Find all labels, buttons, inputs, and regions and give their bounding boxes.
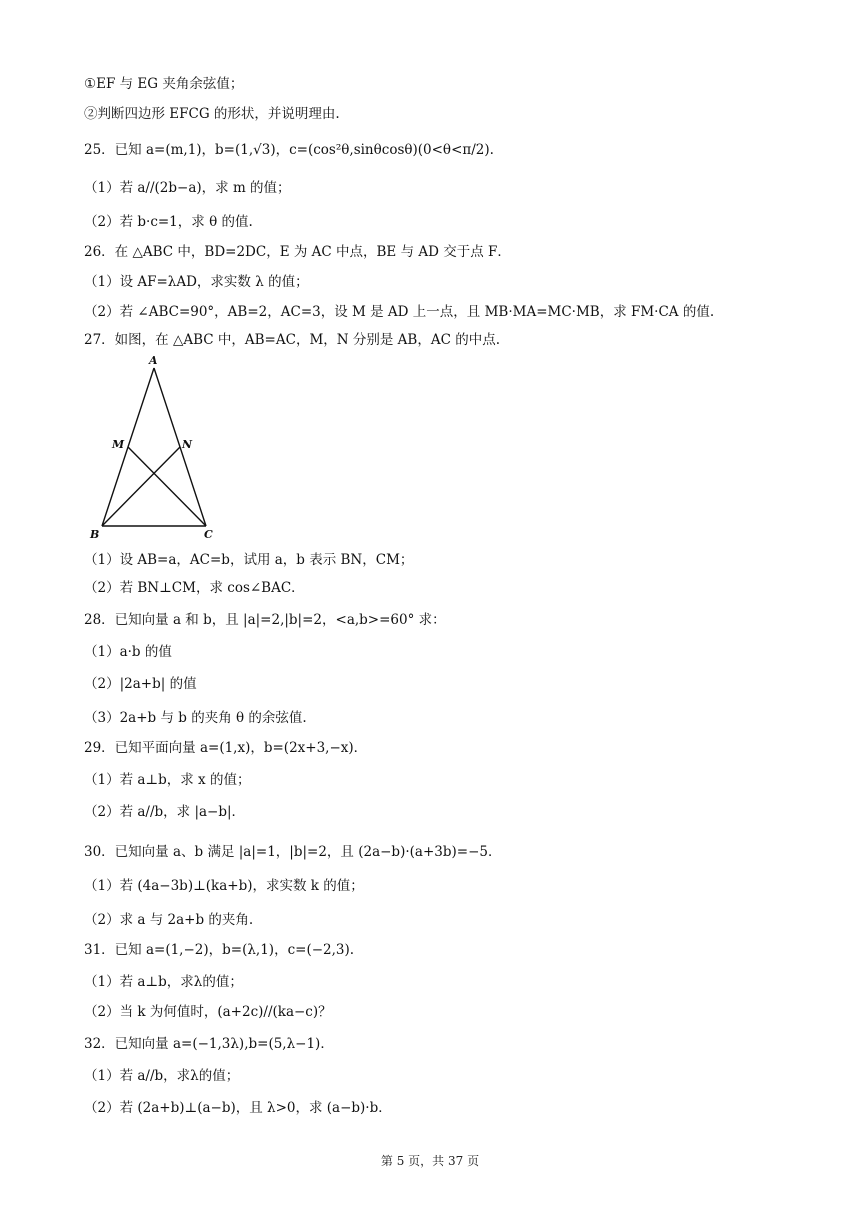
line-1: ①EF 与 EG 夹角余弦值；: [84, 76, 244, 92]
line-15: （3）2a+b 与 b 的夹角 θ 的余弦值.: [84, 710, 307, 726]
segment-bn: [102, 447, 180, 526]
line-11: （2）若 BN⊥CM，求 cos∠BAC．: [84, 580, 305, 596]
line-25: 32．已知向量 a=(−1,3λ),b=(5,λ−1)．: [84, 1036, 334, 1052]
line-18: （2）若 a//b，求 |a−b|．: [84, 804, 246, 820]
segment-cm: [128, 447, 206, 526]
line-10: （1）设 AB=a，AC=b，试用 a，b 表示 BN，CM；: [84, 552, 414, 568]
label-a: A: [149, 354, 158, 367]
line-24: （2）当 k 为何值时，(a+2c)//(ka−c)？: [84, 1004, 332, 1020]
line-4: （1）若 a//(2b−a)，求 m 的值；: [84, 180, 291, 196]
line-14: （2）|2a+b| 的值: [84, 676, 197, 692]
label-m: M: [112, 438, 125, 451]
label-b: B: [90, 528, 100, 541]
line-22: 31．已知 a=(1,−2)，b=(λ,1)，c=(−2,3).: [84, 942, 355, 958]
line-26: （1）若 a//b，求λ的值；: [84, 1068, 240, 1084]
line-2: ②判断四边形 EFCG 的形状，并说明理由.: [84, 106, 340, 122]
line-8: （2）若 ∠ABC=90°，AB=2，AC=3，设 M 是 AD 上一点，且 MB·MA=MC·MB，求 FM·CA 的值.: [84, 304, 715, 320]
line-5: （2）若 b·c=1，求 θ 的值.: [84, 214, 253, 230]
line-16: 29．已知平面向量 a=(1,x)，b=(2x+3,−x)．: [84, 740, 368, 756]
triangle-figure: [88, 352, 220, 542]
line-7: （1）设 AF=λAD，求实数 λ 的值；: [84, 274, 309, 290]
line-27: （2）若 (2a+b)⊥(a−b)，且 λ>0，求 (a−b)·b．: [84, 1100, 392, 1116]
label-n: N: [182, 438, 193, 451]
line-6: 26．在 △ABC 中，BD=2DC，E 为 AC 中点，BE 与 AD 交于点 F．: [84, 244, 511, 260]
line-17: （1）若 a⊥b，求 x 的值；: [84, 772, 251, 788]
line-13: （1）a·b 的值: [84, 644, 172, 660]
line-19: 30．已知向量 a、b 满足 |a|=1，|b|=2，且 (2a−b)·(a+3b)=−5．: [84, 844, 502, 860]
line-21: （2）求 a 与 2a+b 的夹角.: [84, 912, 254, 928]
line-20: （1）若 (4a−3b)⊥(ka+b)，求实数 k 的值；: [84, 878, 364, 894]
label-c: C: [204, 528, 213, 541]
line-12: 28．已知向量 a 和 b，且 |a|=2,|b|=2，<a,b>=60° 求：: [84, 612, 446, 628]
page-footer: 第 5 页，共 37 页: [380, 1154, 480, 1168]
line-9: 27．如图，在 △ABC 中，AB=AC，M，N 分别是 AB，AC 的中点.: [84, 332, 501, 348]
line-23: （1）若 a⊥b，求λ的值；: [84, 974, 243, 990]
line-3: 25．已知 a=(m,1)，b=(1,√3)，c=(cos²θ,sinθcosθ)(0<θ<π/2).: [84, 142, 494, 158]
